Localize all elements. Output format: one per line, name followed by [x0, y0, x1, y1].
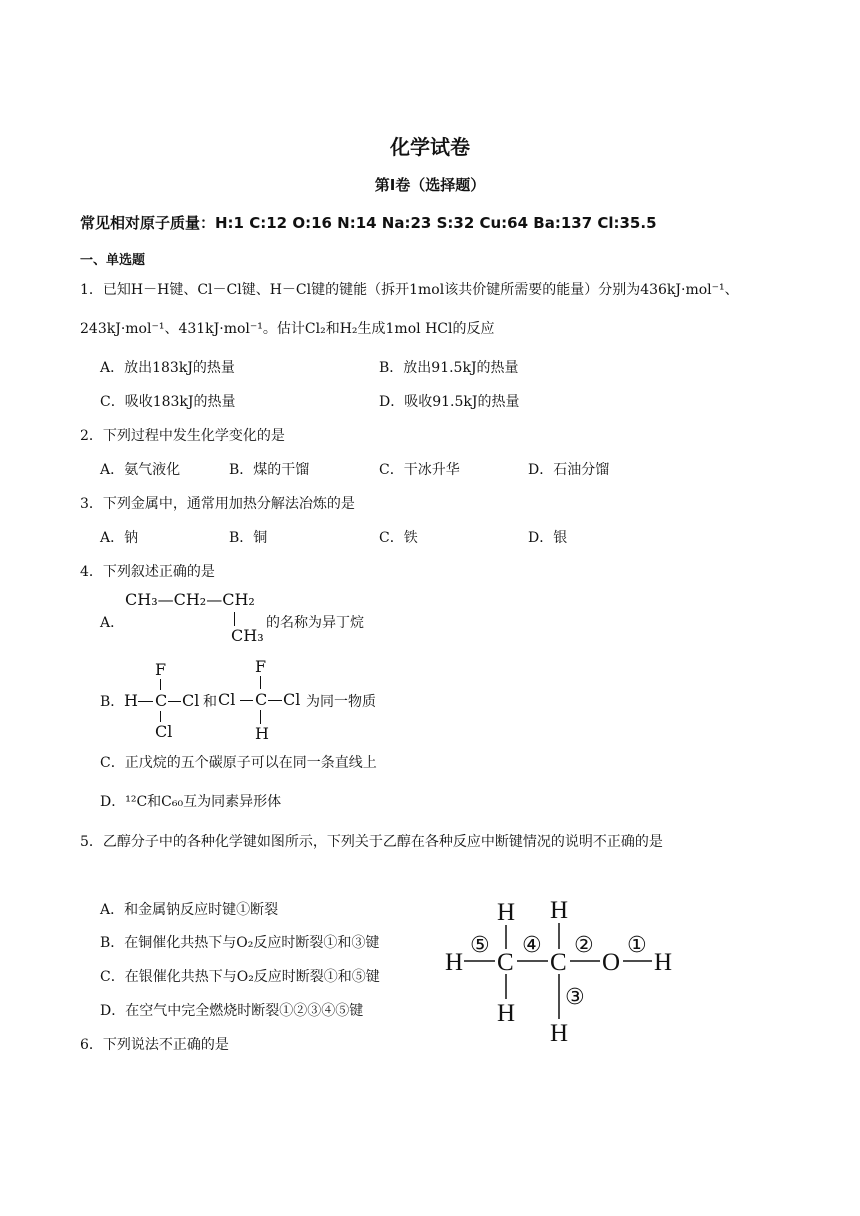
atom-h: H [497, 899, 516, 926]
q4-option-b-and: 和 [203, 694, 217, 710]
q3-option-d: D．银 [528, 530, 568, 546]
structure-molecule-1 [124, 660, 204, 742]
q4-option-b-text: 为同一物质 [306, 694, 376, 710]
q4-stem: 4．下列叙述正确的是 [80, 564, 215, 580]
q1-option-d: D．吸收91.5kJ的热量 [379, 394, 520, 410]
atom-c: C [255, 690, 268, 709]
structure-bond [160, 711, 161, 722]
q1-option-c: C．吸收183kJ的热量 [100, 394, 236, 410]
structure-bond [268, 700, 282, 701]
q4-option-b-label: B． [100, 694, 125, 710]
q5-option-c: C．在银催化共热下与O₂反应时断裂①和⑤键 [100, 969, 380, 985]
q5-option-a: A．和金属钠反应时键①断裂 [100, 902, 279, 918]
structure-bond [260, 676, 261, 689]
q4-option-a-label: A． [100, 615, 125, 631]
q2-option-d: D．石油分馏 [528, 462, 610, 478]
atom-c: C [550, 949, 567, 976]
q2-option-a: A．氨气液化 [100, 462, 181, 478]
structure-bond [260, 710, 261, 724]
atomic-masses: 常见相对原子质量：H:1 C:12 O:16 N:14 Na:23 S:32 Cu:64 Ba:137 Cl:35.5 [80, 214, 657, 232]
structure-bond [234, 612, 235, 626]
q1-stem-line1: 1．已知H－H键、Cl－Cl键、H－Cl键的键能（拆开1mol该共价键所需要的能量）分别为436kJ·mol⁻¹、 [80, 282, 739, 298]
q6-stem: 6．下列说法不正确的是 [80, 1037, 229, 1053]
atom-f: F [155, 660, 167, 679]
q2-option-c: C．干冰升华 [379, 462, 460, 478]
atom-h: H [497, 1000, 516, 1027]
atom-c: C [497, 949, 514, 976]
q5-stem: 5．乙醇分子中的各种化学键如图所示，下列关于乙醇在各种反应中断键情况的说明不正确的是 [80, 834, 663, 850]
page-subtitle: 第Ⅰ卷（选择题） [374, 176, 486, 194]
structure-bond [240, 700, 253, 701]
q5-option-b: B．在铜催化共热下与O₂反应时断裂①和③键 [100, 935, 380, 951]
atom-f: F [255, 657, 267, 676]
bond-label-2: ② [574, 933, 594, 958]
atom-o: O [602, 949, 621, 976]
structure-branch: CH₃ [231, 626, 264, 645]
page-title: 化学试卷 [390, 135, 470, 159]
atom-h: H [124, 691, 138, 710]
q1-option-a: A．放出183kJ的热量 [100, 360, 235, 376]
atom-h: H [255, 724, 269, 743]
atom-h: H [654, 949, 673, 976]
q3-stem: 3．下列金属中，通常用加热分解法冶炼的是 [80, 496, 355, 512]
structure-molecule-2 [218, 657, 308, 743]
structure-main-chain: CH₃—CH₂—CH₂ [125, 590, 255, 609]
bond-label-5: ⑤ [470, 933, 490, 958]
atom-cl: Cl [155, 722, 173, 741]
bond-label-1: ① [627, 933, 647, 958]
ethanol-bond-diagram [440, 893, 690, 1048]
bond-label-4: ④ [522, 933, 542, 958]
q4-option-c: C．正戊烷的五个碳原子可以在同一条直线上 [100, 755, 377, 771]
structure-bond [138, 701, 153, 702]
q3-option-a: A．钠 [100, 530, 139, 546]
atom-cl: Cl [218, 690, 236, 709]
atom-h: H [550, 897, 569, 924]
atom-cl: Cl [283, 690, 301, 709]
q3-option-c: C．铁 [379, 530, 418, 546]
q3-option-b: B．铜 [229, 530, 268, 546]
structure-isobutane [125, 590, 270, 650]
q1-option-b: B．放出91.5kJ的热量 [379, 360, 519, 376]
q2-stem: 2．下列过程中发生化学变化的是 [80, 428, 285, 444]
bond-label-3: ③ [565, 985, 585, 1010]
q1-stem-line2: 243kJ·mol⁻¹、431kJ·mol⁻¹。估计Cl₂和H₂生成1mol HCl的反应 [80, 321, 495, 337]
atom-h: H [445, 949, 464, 976]
q2-option-b: B．煤的干馏 [229, 462, 310, 478]
q5-option-d: D．在空气中完全燃烧时断裂①②③④⑤键 [100, 1003, 364, 1019]
q4-option-d: D．¹²C和C₆₀互为同素异形体 [100, 794, 282, 810]
q4-option-a-text: 的名称为异丁烷 [266, 615, 364, 631]
atom-cl: Cl [182, 691, 200, 710]
structure-bond [168, 701, 181, 702]
structure-bond [160, 679, 161, 690]
atom-c: C [155, 691, 168, 710]
section-heading: 一、单选题 [80, 253, 146, 268]
atom-h: H [550, 1020, 569, 1047]
